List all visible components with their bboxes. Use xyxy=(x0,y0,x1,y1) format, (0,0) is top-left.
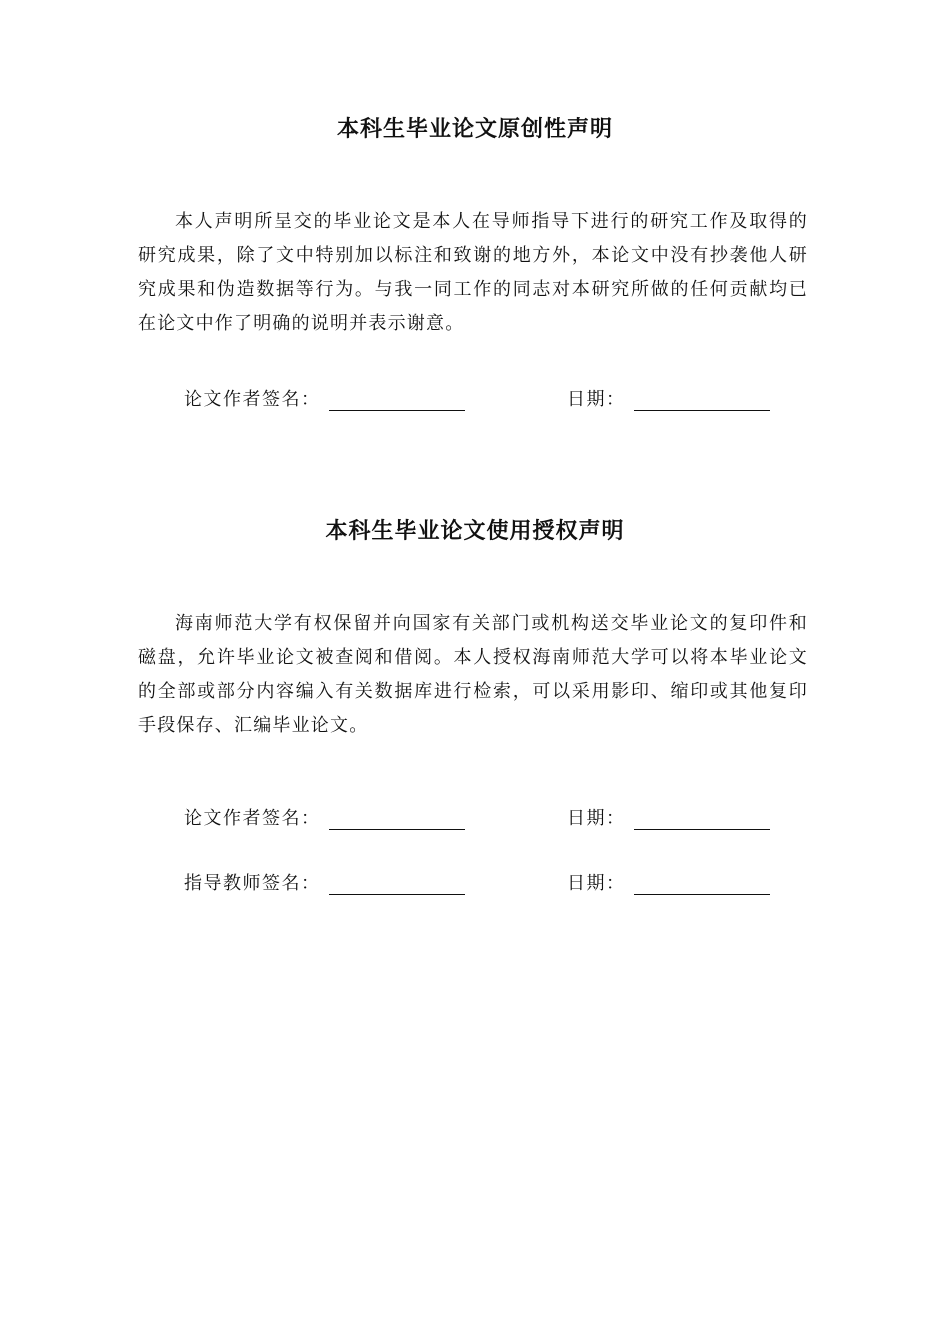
date-label: 日期： xyxy=(567,873,626,894)
advisor-signature-label: 指导教师签名： xyxy=(184,873,321,894)
date-blank[interactable] xyxy=(634,872,770,895)
author-signature-label: 论文作者签名： xyxy=(184,389,321,410)
date-label: 日期： xyxy=(567,808,626,829)
author-signature-blank[interactable] xyxy=(329,807,465,830)
originality-body: 本人声明所呈交的毕业论文是本人在导师指导下进行的研究工作及取得的研究成果，除了文中特别加以标注和致谢的地方外，本论文中没有抄袭他人研究成果和伪造数据等行为。与我一同工作的同志对本研究所做的任何贡献均已在论文中作了明确的说明并表示谢意。 xyxy=(138,211,808,334)
authorization-author-date xyxy=(567,804,770,830)
date-blank[interactable] xyxy=(634,388,770,411)
advisor-signature-blank[interactable] xyxy=(329,872,465,895)
authorization-body: 海南师范大学有权保留并向国家有关部门或机构送交毕业论文的复印件和磁盘，允许毕业论文被查阅和借阅。本人授权海南师范大学可以将本毕业论文的全部或部分内容编入有关数据库进行检索，可以采用影印、缩印或其他复印手段保存、汇编毕业论文。 xyxy=(138,613,808,736)
authorization-author-signature xyxy=(184,804,465,830)
authorization-advisor-signature xyxy=(184,869,465,895)
authorization-advisor-date xyxy=(567,869,770,895)
originality-author-signature xyxy=(184,385,465,411)
authorization-title: 本科生毕业论文使用授权声明 xyxy=(325,519,625,544)
author-signature-label: 论文作者签名： xyxy=(184,808,321,829)
originality-date xyxy=(567,385,770,411)
date-label: 日期： xyxy=(567,389,626,410)
author-signature-blank[interactable] xyxy=(329,388,465,411)
originality-title: 本科生毕业论文原创性声明 xyxy=(336,117,613,142)
date-blank[interactable] xyxy=(634,807,770,830)
